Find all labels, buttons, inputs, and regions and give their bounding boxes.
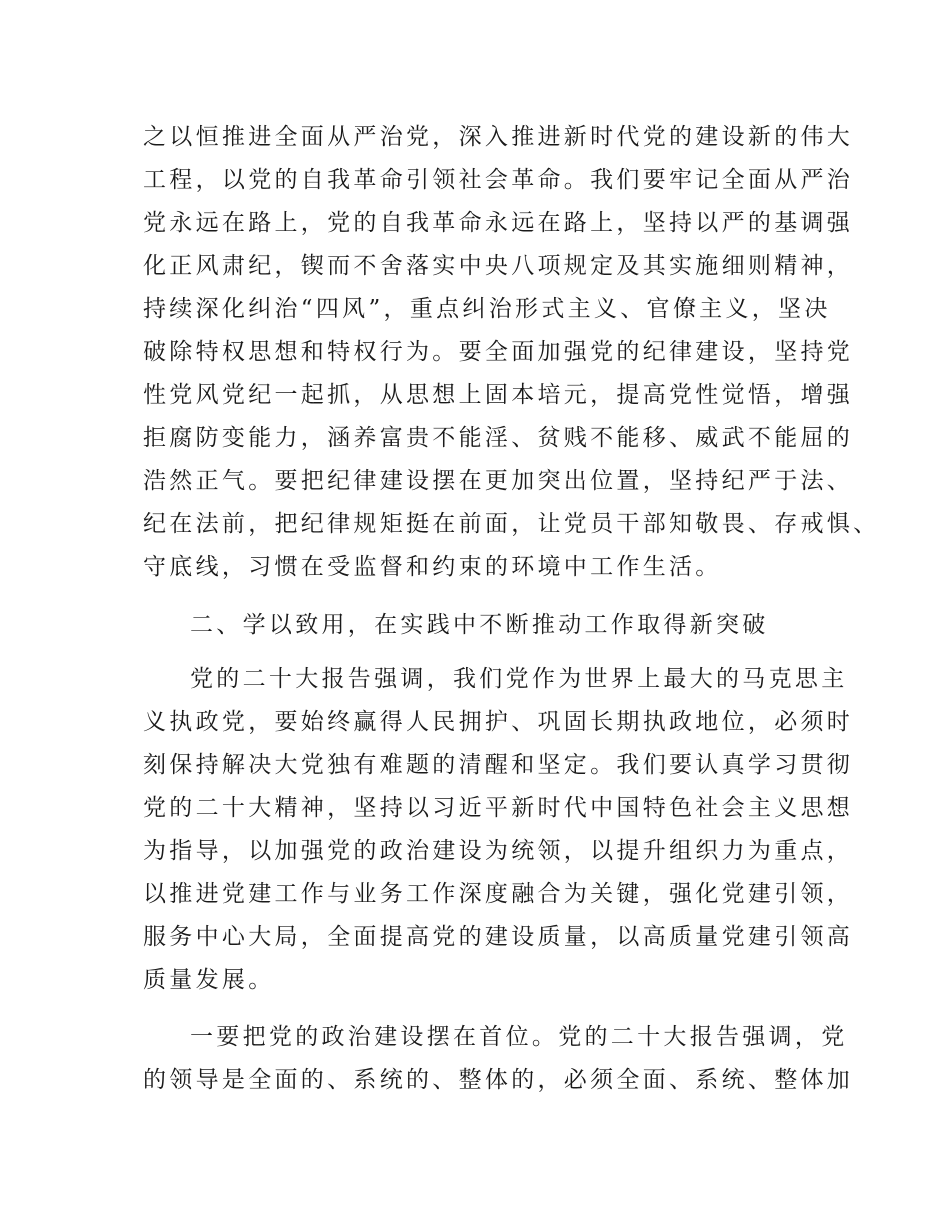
text-line: 性党风党纪一起抓，从思想上固本培元，提高党性觉悟，增强 (143, 382, 854, 408)
text-line: 以推进党建工作与业务工作深度融合为关键，强化党建引领， (143, 881, 854, 907)
text-line: 刻保持解决大党独有难题的清醒和坚定。我们要认真学习贯彻 (143, 752, 854, 778)
text-line: 义执政党，要始终赢得人民拥护、巩固长期执政地位，必须时 (143, 709, 854, 735)
text-line: 质量发展。 (143, 967, 275, 993)
text-line: 党的二十大精神，坚持以习近平新时代中国特色社会主义思想 (143, 795, 854, 821)
text-line: 工程，以党的自我革命引领社会革命。我们要牢记全面从严治 (143, 167, 854, 193)
text-line: 拒腐防变能力，涵养富贵不能淫、贫贱不能移、威武不能屈的 (143, 425, 854, 451)
text-line: 纪在法前，把纪律规矩挺在前面，让党员干部知敬畏、存戒惧、 (143, 511, 880, 537)
section-heading: 二、学以致用，在实践中不断推动工作取得新突破 (190, 612, 769, 638)
paragraph-first-line: 党的二十大报告强调，我们党作为世界上最大的马克思主 (190, 666, 848, 692)
text-line: 守底线，习惯在受监督和约束的环境中工作生活。 (143, 554, 722, 580)
text-line: 党永远在路上，党的自我革命永远在路上，坚持以严的基调强 (143, 210, 854, 236)
text-line: 破除特权思想和特权行为。要全面加强党的纪律建设，坚持党 (143, 339, 854, 365)
text-line: 持续深化纠治“四风”，重点纠治形式主义、官僚主义，坚决 (143, 296, 831, 322)
text-line: 服务中心大局，全面提高党的建设质量，以高质量党建引领高 (143, 924, 854, 950)
text-line: 化正风肃纪，锲而不舍落实中央八项规定及其实施细则精神， (143, 253, 854, 279)
text-line: 浩然正气。要把纪律建设摆在更加突出位置，坚持纪严于法、 (143, 468, 854, 494)
paragraph-first-line: 一要把党的政治建设摆在首位。党的二十大报告强调，党 (190, 1024, 848, 1050)
text-line: 之以恒推进全面从严治党，深入推进新时代党的建设新的伟大 (143, 124, 854, 150)
text-line: 为指导，以加强党的政治建设为统领，以提升组织力为重点， (143, 838, 854, 864)
text-line: 的领导是全面的、系统的、整体的，必须全面、系统、整体加 (143, 1067, 854, 1093)
